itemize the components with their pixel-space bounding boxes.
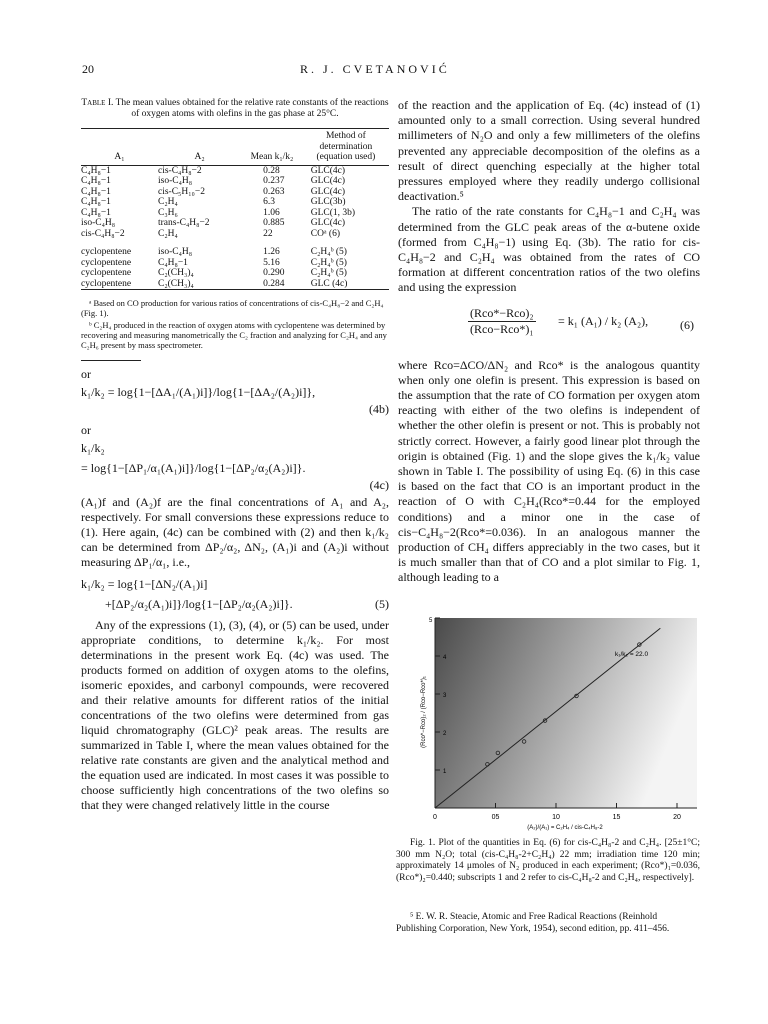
col-header: A₂	[158, 129, 241, 165]
table-cell: C₃H₆	[158, 207, 178, 218]
table-row	[81, 258, 389, 269]
table-caption	[81, 98, 389, 120]
paragraph: (A₁)f and (A₂)f are the final concentrations of A₁ and A₂, respectively. For small conversions these expressions reduce to (1). Here again, (4c) can be combined with (2) and then k₁/k₂ can be determined from ΔP₂/α₂, ΔN₂, (A₁)i and (A₂)i without measuring ΔP₁/α₁, i.e.,	[81, 495, 389, 569]
equation-5-line2: +[ΔP₂/α₂(A₁)i]}/log{1−[ΔP₂/α₂(A₂)i]}.	[105, 597, 293, 611]
table-cell: COᵃ (6)	[310, 228, 340, 239]
table-cell: C₂H₄ᵇ (5)	[310, 257, 347, 268]
table-cell: C₄H₈−1	[81, 186, 111, 197]
y-top-label: 5	[429, 618, 433, 624]
table-cell: iso-C₄H₈	[158, 247, 193, 257]
table-cell: 0.263	[263, 186, 285, 197]
figure-1	[415, 612, 700, 832]
table-cell: cyclopentene	[81, 257, 132, 268]
table-label: Table I.	[81, 98, 114, 108]
x-axis-label: (A₂)/(A₁) = C₂H₄ / cis-C₄H₈-2	[527, 825, 603, 831]
table-header-row	[81, 129, 389, 165]
x-tick-label: 15	[612, 814, 621, 821]
equation-5-number: (5)	[375, 597, 389, 611]
paragraph: Any of the expressions (1), (3), (4), or (5) can be used, under appropriate conditions, to determine k₁/k₂. For most determinations in the present work Eq. (4c) was used. The products formed on addition of oxygen atoms to the olefins, isomeric epoxides, and carbonyl compounds, were recovered and their relative amounts for different ratios of the initial concentrations of the two olefins were determined from gas liquid chromatography (GLC)² peak areas. The results are summarized in Table I, where the mean values obtained for the relative rate constants are given and the analytical method and the equation used are indicated. In most cases it was possible to choose sufficiently high concentrations of the two olefins so that they were changed relatively little in the course	[81, 618, 389, 812]
table-cell: C₂H₄ᵇ (5)	[310, 268, 347, 278]
equation-4c-number: (4c)	[369, 478, 389, 492]
table-cell: C₂H₄	[158, 228, 178, 239]
equation-6-rhs: = k₁ (A₁) / k₂ (A₂),	[558, 313, 649, 328]
table-spacer	[81, 239, 389, 247]
table-cell: 0.284	[263, 278, 285, 289]
equation-6-number: (6)	[680, 317, 694, 332]
table-row	[81, 197, 389, 208]
table-cell: cis-C₅H₁₀−2	[158, 186, 205, 197]
y-axis-label: (Rco*−Rco)₂ / (Rco−Rco*)₁	[421, 676, 427, 748]
table-footnote-a: ᵃ Based on CO production for various ratios of concentrations of cis-C₄H₈−2 and C₂H₄ (Fig. 1).	[81, 298, 384, 318]
table-cell: cyclopentene	[81, 247, 132, 257]
col-header: Method of determination (equation used)	[303, 129, 389, 165]
equation-4b-number: (4b)	[369, 402, 389, 416]
table-cell: C₂H₄	[158, 197, 178, 207]
table-cell: trans-C₄H₈−2	[158, 218, 210, 228]
figure-caption: Fig. 1. Plot of the quantities in Eq. (6) for cis-C₄H₈-2 and C₂H₄. [25±1°C; 300 mm N₂O; total (cis-C₄H₈-2+C₂H₄) 22 mm; irradiation time 120 min; approximately 14 μmoles of N₂ produced in each experiment; (Rco*)₁=0.036, (Rco*)₂=0.440; subscripts 1 and 2 refer to cis-C₄H₈-2 and C₂H₄, respectively].	[396, 838, 700, 883]
table-row	[81, 208, 389, 219]
table-cell: C₂(CH₃)₄	[158, 268, 194, 278]
slope-annotation: k₁/k₂ = 22.0	[615, 651, 649, 658]
equation-5-line1: k₁/k₂ = log{1−[ΔN₂/(A₁)i]	[81, 577, 208, 591]
plot-background	[435, 618, 697, 808]
or-text: or	[81, 367, 91, 381]
table-cell: cyclopentene	[81, 268, 132, 278]
table-row	[81, 176, 389, 187]
equation-4b: k₁/k₂ = log{1−[ΔA₁/(A₁)i]}/log{1−[ΔA₂/(A₂)i]},	[81, 385, 316, 399]
table-cell: 22	[263, 228, 273, 239]
table-cell: C₄H₈−1	[81, 197, 111, 207]
table-cell: C₂H₄ᵇ (5)	[310, 247, 347, 257]
table-cell: GLC(4c)	[310, 176, 346, 186]
table-cell: GLC(4c)	[310, 218, 346, 228]
equation-6-fraction	[468, 306, 536, 337]
x-tick-label: 20	[673, 814, 681, 821]
equation-5-row	[81, 594, 389, 614]
page-number: 20	[82, 62, 94, 76]
table-cell: GLC(1, 3b)	[310, 207, 356, 218]
table-cell: 5.16	[263, 257, 280, 268]
figure-1-plot	[415, 612, 700, 832]
table-row	[81, 279, 389, 290]
col-header: Mean k₁/k₂	[241, 129, 303, 165]
table-cell: C₄H₈−1	[81, 165, 111, 176]
x-tick-label: 05	[491, 814, 500, 821]
table-cell: GLC(4c)	[310, 186, 346, 197]
table-cell: cis-C₄H₈−2	[81, 228, 125, 239]
paragraph: of the reaction and the application of Eq. (4c) instead of (1) amounted only to a small correction. Using several hundred millimeters of N₂O and only a few millimeters of the olefins prevented any appreciable decomposition of the olefins as a result of direct quenching especially at the higher total pressures employed where they readily undergo collisional deactivation.⁵	[398, 98, 700, 204]
table-cell: iso-C₄H₈	[81, 218, 116, 228]
table-cell: iso-C₄H₈	[158, 176, 193, 186]
table-cell: C₄H₈−1	[158, 257, 188, 268]
or-text: or	[81, 423, 91, 437]
y-tick-label: 1	[443, 769, 447, 775]
equation-4c-line1: k₁/k₂	[81, 441, 105, 455]
table-cell: 1.26	[263, 247, 280, 257]
equation-6	[398, 304, 700, 350]
equation-4c-line2: = log{1−[ΔP₁/α₁(A₁)i]}/log{1−[ΔP₂/α₂(A₂)i]}.	[81, 461, 306, 475]
y-tick-label: 3	[443, 693, 447, 699]
table-cell: cyclopentene	[81, 278, 132, 289]
footnote-5: ⁵ E. W. R. Steacie, Atomic and Free Radical Reactions (Reinhold Publishing Corporation, New York, 1954), second edition, pp. 411–456.	[396, 912, 670, 934]
table-cell: GLC(3b)	[310, 197, 346, 207]
table-row	[81, 268, 389, 279]
equation-6-denominator: (Rco−Rco*)₁	[470, 321, 534, 336]
table-cell: C₄H₈−1	[81, 207, 111, 218]
table-row	[81, 165, 389, 176]
table-cell: 0.237	[263, 176, 285, 186]
right-column	[398, 98, 700, 586]
table-wrap	[81, 128, 389, 290]
table-row	[81, 218, 389, 229]
y-tick-label: 4	[443, 655, 447, 661]
table-cell: GLC(4c)	[310, 165, 346, 176]
table-cell: C₄H₈−1	[81, 176, 111, 186]
left-column	[81, 98, 389, 813]
paragraph: The ratio of the rate constants for C₄H₈−1 and C₂H₄ was determined from the GLC peak areas of the α-butene oxide (formed from C₄H₈−1) using Eq. (3b). The ratio for cis-C₄H₈−2 and C₂H₄ was obtained from the rates of CO formation at different concentration ratios of the two olefins and using the expression	[398, 204, 700, 295]
table-cell: GLC (4c)	[310, 278, 348, 289]
equation-6-numerator: (Rco*−Rco)₂	[470, 305, 534, 320]
table-caption-text: The mean values obtained for the relative rate constants of the reactions of oxygen atoms with olefins in the gas phase at 25°C.	[115, 98, 389, 119]
table-cell: cis-C₄H₈−2	[158, 165, 202, 176]
table-row	[81, 229, 389, 240]
x-tick-label: 0	[433, 814, 437, 821]
table-row	[81, 187, 389, 198]
table-cell: C₂(CH₃)₄	[158, 278, 194, 289]
table-row	[81, 247, 389, 258]
table-footnote-b: ᵇ C₂H₄ produced in the reaction of oxygen atoms with cyclopentene was determined by recovering and measuring manometrically the C₂ fraction and analyzing for C₂H₄ and any C₂H₆ present by mass spectrometer.	[81, 320, 387, 350]
y-tick-label: 2	[443, 731, 447, 737]
table-cell: 0.28	[263, 165, 280, 176]
table-cell: 0.885	[263, 218, 285, 228]
table-body	[81, 165, 389, 289]
data-table	[81, 129, 389, 289]
table-cell: 0.290	[263, 268, 285, 278]
paragraph: where Rco=ΔCO/ΔN₂ and Rco* is the analogous quantity when only one olefin is present. This expression is based on the assumption that the rate of CO formation per oxygen atom reacting with either of the two olefins is independent of whether the other olefin is present or not. This is probably not strictly correct. However, a fairly good linear plot through the origin is obtained (Fig. 1) and the slope gives the k₁/k₂ value shown in Table I. The possibility of using Eq. (6) in this case is based on the fact that CO is an important product in the reaction of O with C₂H₄(Rco*=0.44 for the employed conditions) and a minor one in the case of cis−C₄H₈−2(Rco*=0.036). In an analogous manner the production of CH₄ differs appreciably in the two cases, but it is much smaller than that of CO and a plot similar to Fig. 1, although leading to a	[398, 357, 700, 585]
x-tick-label: 10	[552, 814, 560, 821]
col-header: A₁	[81, 129, 158, 165]
table-cell: 6.3	[263, 197, 276, 207]
running-head: R. J. CVETANOVIĆ	[300, 62, 450, 76]
footnote-divider	[81, 360, 141, 361]
table-cell: 1.06	[263, 207, 280, 218]
